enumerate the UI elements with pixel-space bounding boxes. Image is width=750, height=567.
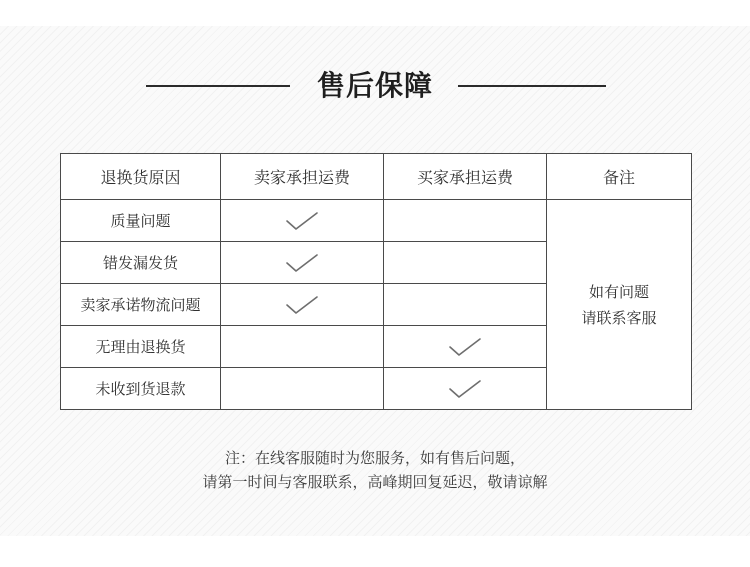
footnote-line-1: 注：在线客服随时为您服务，如有售后问题， [224, 449, 525, 467]
checkmark-icon [448, 378, 482, 400]
table-row [61, 200, 692, 242]
table-header-row [61, 154, 692, 200]
checkmark-icon [448, 336, 482, 358]
footnote-line-2: 请第一时间与客服联系，高峰期回复延迟，敬请谅解 [202, 473, 548, 491]
header-reason: 退换货原因 [61, 154, 221, 200]
checkmark-icon [285, 252, 319, 274]
top-margin [0, 0, 750, 26]
buyer-pays-cell [384, 326, 547, 368]
reason-cell: 无理由退换货 [61, 326, 221, 368]
title-divider-left [146, 85, 290, 87]
buyer-pays-cell [384, 200, 547, 242]
buyer-pays-cell [384, 368, 547, 410]
reason-cell: 错发漏发货 [61, 242, 221, 284]
buyer-pays-cell [384, 284, 547, 326]
title-divider-right [458, 85, 606, 87]
title-row [0, 64, 750, 108]
after-sales-table [60, 153, 692, 410]
page-title: 售后保障 [316, 69, 433, 102]
buyer-pays-cell [384, 242, 547, 284]
seller-pays-cell [221, 326, 384, 368]
seller-pays-cell [221, 200, 384, 242]
note-cell [547, 200, 692, 410]
header-buyer-pays: 买家承担运费 [384, 154, 547, 200]
reason-cell: 卖家承诺物流问题 [61, 284, 221, 326]
reason-cell: 质量问题 [61, 200, 221, 242]
note-line: 如有问题 [588, 282, 649, 301]
header-note: 备注 [547, 154, 692, 200]
note-line: 请联系客服 [581, 308, 657, 327]
checkmark-icon [285, 294, 319, 316]
reason-cell: 未收到货退款 [61, 368, 221, 410]
seller-pays-cell [221, 368, 384, 410]
header-seller-pays: 卖家承担运费 [221, 154, 384, 200]
table-body [61, 200, 692, 410]
bottom-margin [0, 536, 750, 567]
footnote [0, 446, 750, 494]
seller-pays-cell [221, 284, 384, 326]
checkmark-icon [285, 210, 319, 232]
seller-pays-cell [221, 242, 384, 284]
